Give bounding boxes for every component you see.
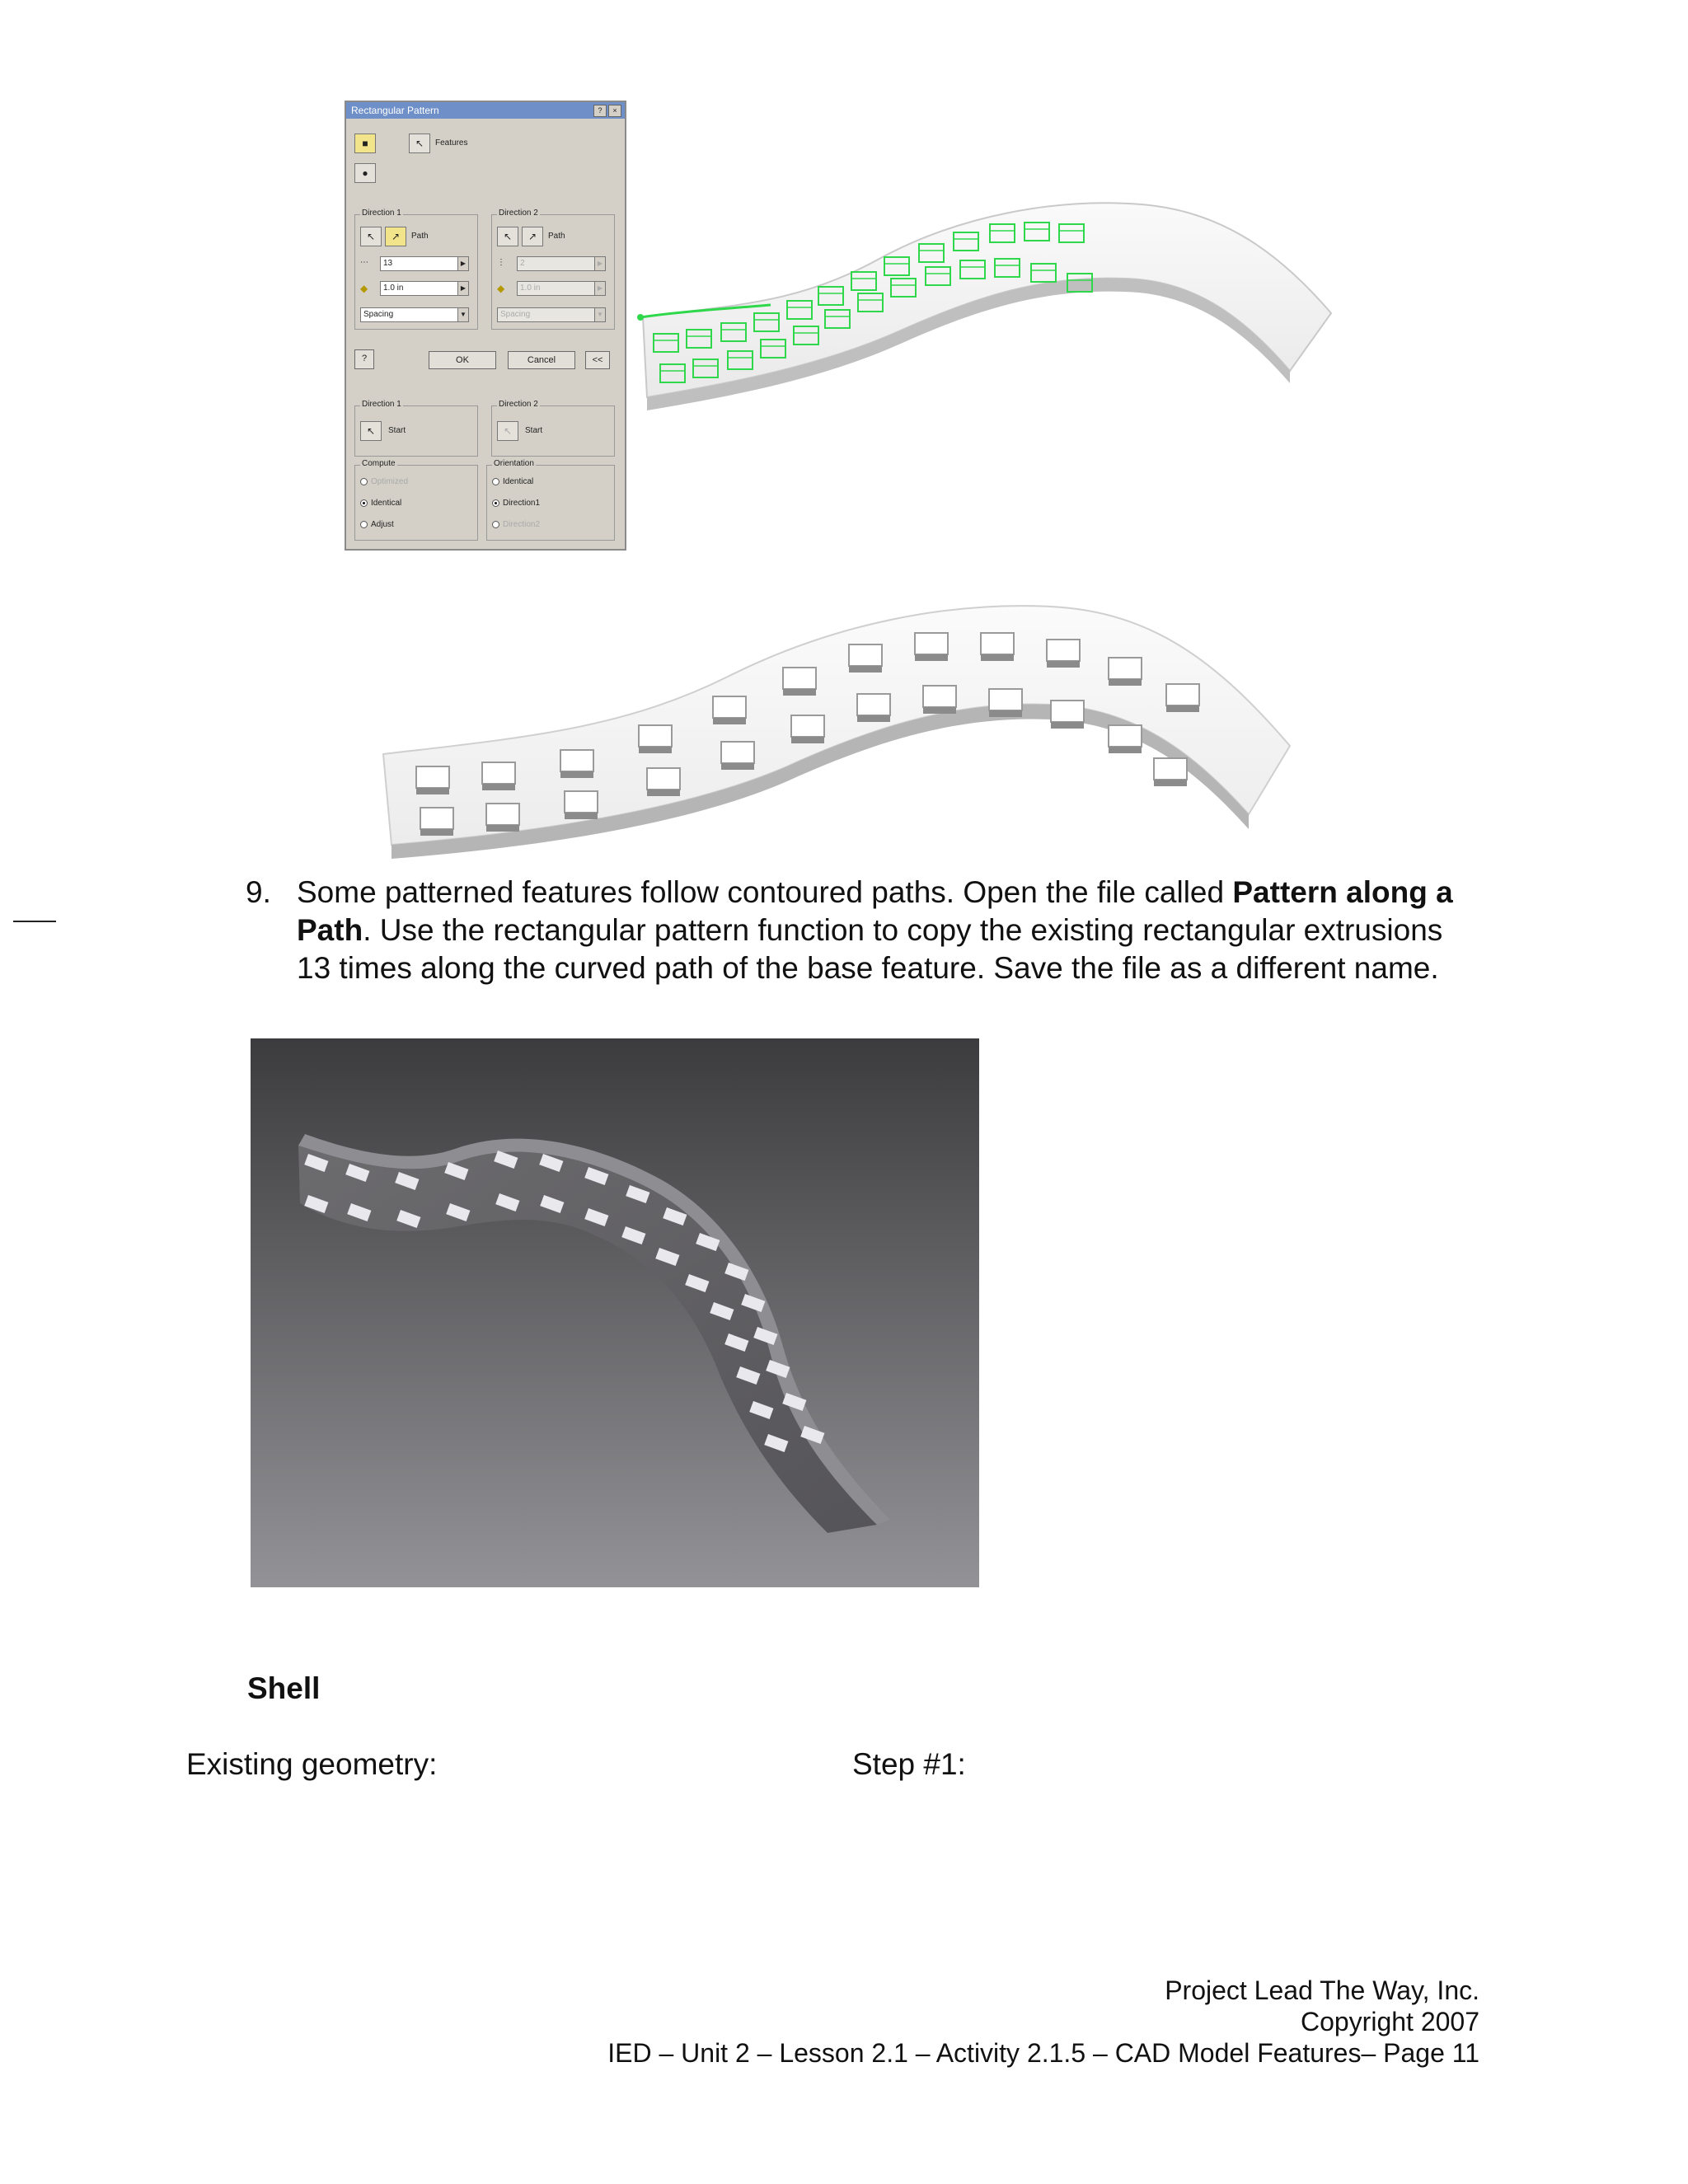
pattern-preview-image	[631, 181, 1356, 429]
spacing-icon: ◆	[497, 283, 505, 294]
direction2-path-select-button[interactable]: ↖	[497, 227, 518, 246]
pattern-instance-box	[420, 808, 453, 836]
pattern-instance-box	[721, 742, 754, 770]
pattern-instance-box	[560, 750, 593, 778]
orientation-identical-radio[interactable]: Identical	[492, 477, 533, 486]
direction1-spacing-field[interactable]: 1.0 in ▶	[380, 281, 469, 296]
count-icon: ⋯	[360, 258, 368, 267]
pattern-instance-box	[783, 668, 816, 696]
pattern-instance-box	[416, 766, 449, 794]
direction2-flip-button[interactable]: ↗	[522, 227, 543, 246]
step-9-paragraph: Some patterned features follow contoured paths. Open the file called Pattern along a Path. Use the rectangular pattern function to copy the existing rectangular extrusions 13 times along the curved path of the base feature. Save the file as a different name.	[297, 875, 1453, 985]
pattern-instance-box	[849, 644, 882, 673]
footer-course-info: IED – Unit 2 – Lesson 2.1 – Activity 2.1.5 – CAD Model Features– Page 11	[607, 2038, 1479, 2068]
existing-geometry-label: Existing geometry:	[186, 1747, 438, 1781]
direction1-path-label: Path	[411, 232, 429, 241]
direction1-count-field[interactable]: 13 ▶	[380, 256, 469, 271]
pattern-instance-box	[857, 694, 890, 722]
direction2-path-label: Path	[548, 232, 565, 241]
help-button[interactable]: ?	[354, 349, 374, 369]
start1-group	[354, 400, 478, 457]
pattern-instance-box	[1109, 658, 1142, 686]
pattern-result-image	[375, 593, 1306, 874]
footer-organization: Project Lead The Way, Inc.	[1165, 1975, 1479, 2005]
start2-label: Start	[525, 426, 543, 435]
direction1-flip-button[interactable]: ↗	[385, 227, 406, 246]
direction2-spacing-field[interactable]: 1.0 in ▶	[517, 281, 606, 296]
pattern-instance-box	[1047, 640, 1080, 668]
pattern-instance-box	[923, 686, 956, 714]
dialog-title-bar	[346, 102, 625, 119]
direction1-path-select-button[interactable]: ↖	[360, 227, 382, 246]
pattern-instance-box	[647, 768, 680, 796]
orientation-group	[486, 459, 615, 541]
file-name: Pattern along a Path	[297, 875, 1453, 947]
orientation-direction1-radio[interactable]: Direction1	[492, 499, 540, 508]
footer-copyright: Copyright 2007	[1300, 2007, 1479, 2036]
compute-adjust-radio[interactable]: Adjust	[360, 520, 394, 529]
features-label: Features	[435, 138, 468, 148]
pattern-instance-box	[1154, 758, 1187, 786]
ok-button[interactable]: OK	[429, 351, 496, 369]
shell-heading: Shell	[247, 1671, 321, 1705]
pattern-individual-icon[interactable]: ■	[354, 134, 376, 153]
pattern-instance-box	[639, 725, 672, 753]
start2-select-button[interactable]: ↖	[497, 421, 518, 441]
orientation-label: Orientation	[494, 459, 534, 468]
direction2-group	[491, 209, 615, 330]
margin-marker	[13, 921, 56, 922]
direction2-method-select[interactable]: Spacing ▼	[497, 307, 606, 322]
close-icon[interactable]: ×	[608, 105, 621, 117]
pattern-instance-box	[791, 715, 824, 743]
start1-label: Start	[388, 426, 406, 435]
select-features-button[interactable]: ↖	[409, 134, 430, 153]
dialog-title: Rectangular Pattern	[351, 105, 439, 116]
pattern-instance-box	[989, 689, 1022, 717]
compute-optimized-radio[interactable]: Optimized	[360, 477, 408, 486]
pattern-instance-box	[565, 791, 598, 819]
direction1-group	[354, 209, 478, 330]
pattern-instance-box	[1166, 684, 1199, 712]
direction1-label: Direction 1	[362, 209, 401, 218]
start2-group-label: Direction 2	[499, 400, 538, 409]
step-1-label: Step #1:	[852, 1747, 966, 1781]
pattern-instance-box	[1051, 701, 1084, 729]
path-pattern-render-image	[251, 1038, 979, 1587]
path-start-point	[637, 314, 644, 321]
compute-label: Compute	[362, 459, 396, 468]
direction2-count-field[interactable]: 2 ▶	[517, 256, 606, 271]
start1-select-button[interactable]: ↖	[360, 421, 382, 441]
help-icon[interactable]: ?	[593, 105, 607, 117]
pattern-instance-box	[1109, 725, 1142, 753]
pattern-instance-box	[482, 762, 515, 790]
start1-group-label: Direction 1	[362, 400, 401, 409]
pattern-instance-box	[981, 633, 1014, 661]
start2-group	[491, 400, 615, 457]
count-icon: ⋮	[497, 258, 505, 267]
pattern-instance-box	[915, 633, 948, 661]
spacing-icon: ◆	[360, 283, 368, 294]
compute-group	[354, 459, 478, 541]
pattern-solid-icon[interactable]: ●	[354, 163, 376, 183]
compute-identical-radio[interactable]: Identical	[360, 499, 401, 508]
cancel-button[interactable]: Cancel	[508, 351, 575, 369]
page-footer	[607, 1975, 1479, 2069]
rectangular-pattern-dialog	[345, 101, 626, 551]
pattern-instance-box	[713, 696, 746, 724]
orientation-direction2-radio[interactable]: Direction2	[492, 520, 540, 529]
direction2-label: Direction 2	[499, 209, 538, 218]
direction1-method-select[interactable]: Spacing ▼	[360, 307, 469, 322]
more-button[interactable]: <<	[585, 351, 610, 369]
pattern-instance-box	[486, 804, 519, 832]
step-number: 9.	[246, 875, 271, 909]
